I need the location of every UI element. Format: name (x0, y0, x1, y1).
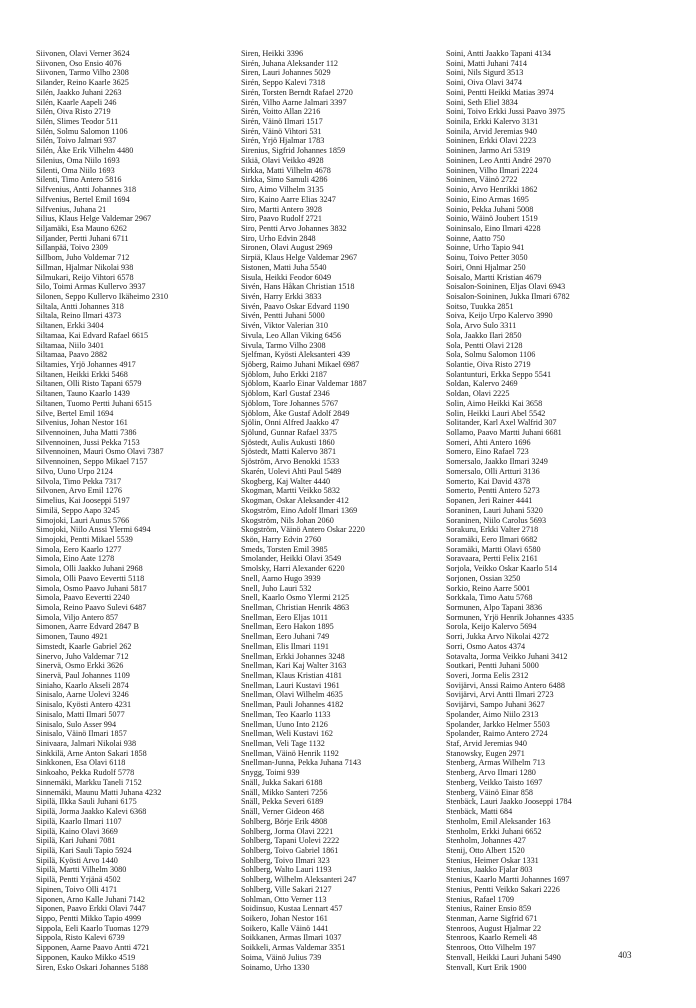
index-entry: Siltanen, Heikki Erkki 5468 (36, 369, 128, 379)
index-entry: Soinio, Eino Armas 1695 (446, 194, 529, 204)
index-entry: Siro, Urho Edvin 2848 (241, 233, 316, 243)
index-entry: Simonen, Tauno 4921 (36, 632, 108, 642)
index-entry: Sola, Jaakko Ilari 2850 (446, 330, 522, 340)
index-entry: Skön, Harry Edvin 2760 (241, 534, 322, 544)
index-entry: Soraninen, Lauri Juhani 5320 (446, 505, 543, 515)
column-2 (241, 49, 451, 972)
index-entry: Soininsalo, Eino Ilmari 4228 (446, 223, 541, 233)
index-entry: Simola, Olli Paavo Eevertti 5118 (36, 573, 145, 583)
index-entry: Sorkio, Reino Aarre 5001 (446, 583, 531, 593)
index-entry: Soraninen, Niilo Carolus 5693 (446, 515, 547, 525)
index-entry: Simojoki, Lauri Aunus 5766 (36, 515, 130, 525)
index-entry: Skogberg, Kaj Walter 4440 (241, 476, 331, 486)
index-entry: Sola, Solmu Salomon 1106 (446, 350, 536, 360)
index-entry: Snell, Kaarlo Osmo Ylermi 2125 (241, 593, 350, 603)
index-entry: Soinne, Urho Tapio 941 (446, 243, 525, 253)
index-entry: Sopanen, Jeri Rainer 4441 (446, 496, 533, 506)
index-entry: Soitso, Tuukka 2851 (446, 301, 514, 311)
index-entry: Soini, Pentti Heikki Matias 3974 (446, 87, 554, 97)
index-entry: Spolander, Raimo Antero 2724 (446, 729, 548, 739)
index-entry: Siren, Esko Oskari Johannes 5188 (36, 962, 149, 972)
index-entry: Stenberg, Väinö Einar 858 (446, 787, 534, 797)
index-entry: Sikiä, Olavi Veikko 4928 (241, 155, 324, 165)
index-entry: Silfvenius, Bertel Emil 1694 (36, 194, 130, 204)
index-entry: Soikero, Kalle Väinö 1441 (241, 923, 329, 933)
index-entry: Soramäki, Eero Ilmari 6682 (446, 534, 538, 544)
index-entry: Sippola, Eeli Kaarlo Tuomas 1279 (36, 923, 150, 933)
index-entry: Silvola, Timo Pekka 7317 (36, 476, 122, 486)
index-entry: Sinnemäki, Markku Taneli 7152 (36, 777, 142, 787)
index-entry: Stenbäck, Lauri Jaakko Jooseppi 1784 (446, 797, 572, 807)
index-entry: Sipilä, Ilkka Sauli Juhani 6175 (36, 797, 137, 807)
index-entry: Soldan, Olavi 2225 (446, 389, 510, 399)
index-entry: Sirén, Voitto Allan 2216 (241, 107, 321, 117)
index-entry: Sirén, Väinö Vihtori 531 (241, 126, 322, 136)
index-entry: Siro, Paavo Rudolf 2721 (241, 214, 322, 224)
index-entry: Sipilä, Martti Vilhelm 3080 (36, 865, 127, 875)
index-entry: Soiva, Keijo Urpo Kalervo 3990 (446, 311, 553, 321)
index-entry: Siljamäki, Esa Mauno 6262 (36, 223, 127, 233)
index-entry: Simojoki, Pentti Mikael 5539 (36, 534, 133, 544)
index-entry: Siponen, Arno Kalle Juhani 7142 (36, 894, 145, 904)
index-entry: Sivula, Tarmo Vilho 2308 (241, 340, 326, 350)
index-entry: Sivén, Harry Erkki 3833 (241, 291, 322, 301)
index-entry: Soininen, Väinö 2722 (446, 175, 518, 185)
index-entry: Soinio, Arvo Henrikki 1862 (446, 185, 538, 195)
index-entry: Snellman, Eero Hakon 1895 (241, 622, 334, 632)
index-entry: Soikkanen, Armas Ilmari 1037 (241, 933, 342, 943)
index-entry: Simola, Eero Kaarlo 1277 (36, 544, 122, 554)
index-entry: Stenbäck, Matti 684 (446, 807, 513, 817)
index-entry: Stenholm, Emil Aleksander 163 (446, 816, 551, 826)
index-entry: Soinio, Pekka Juhani 5008 (446, 204, 534, 214)
index-entry: Sohlberg, Ville Sakari 2127 (241, 884, 332, 894)
index-entry: Soldan, Kalervo 2469 (446, 379, 518, 389)
index-entry: Sola, Pentti Olavi 2128 (446, 340, 523, 350)
index-entry: Soinio, Wäinö Joubert 1519 (446, 214, 538, 224)
index-entry: Silvo, Uuno Urpo 2124 (36, 466, 113, 476)
index-entry: Snäll, Pekka Severi 6189 (241, 797, 324, 807)
index-entry: Siponen, Paavo Erkki Olavi 7447 (36, 904, 146, 914)
index-entry: Stenius, Kaarlo Martti Johannes 1697 (446, 875, 570, 885)
index-entry: Stenman, Aarne Sigfrid 671 (446, 913, 538, 923)
index-entry: Soveri, Jorma Eelis 2312 (446, 671, 529, 680)
index-entry: Sjöblom, Tore Johannes 5767 (241, 398, 339, 408)
page-number: 403 (618, 950, 632, 960)
index-entry: Sipilä, Kaino Olavi 3669 (36, 826, 118, 836)
index-entry: Snellman, Eero Juhani 749 (241, 632, 330, 642)
index-entry: Sovijärvi, Anssi Raimo Antero 6488 (446, 680, 565, 690)
index-entry: Sohlberg, Wilhelm Aleksanteri 247 (241, 875, 357, 885)
index-entry: Snellman, Uuno Into 2126 (241, 719, 328, 729)
index-entry: Sillanpää, Toivo 2309 (36, 243, 108, 253)
index-entry: Snell, Aarno Hugo 3939 (241, 573, 321, 583)
index-entry: Silvennoinen, Juha Matti 7386 (36, 428, 137, 438)
index-entry: Somero, Eino Rafael 723 (446, 447, 529, 457)
index-entry: Sipinen, Toivo Olli 4171 (36, 884, 118, 894)
column-3 (446, 49, 656, 972)
index-entry: Sollamo, Paavo Martti Juhani 6681 (446, 428, 562, 438)
index-entry: Sorjola, Veikko Oskar Kaarlo 514 (446, 564, 558, 574)
index-entry: Silvenius, Johan Nestor 161 (36, 418, 128, 428)
index-entry: Sinisalo, Kyösti Antero 4231 (36, 700, 132, 710)
index-entry: Siltamies, Yrjö Johannes 4917 (36, 360, 136, 369)
index-entry: Somersalo, Jaakko Ilmari 3249 (446, 457, 548, 467)
index-entry: Soinu, Toivo Petter 3050 (446, 253, 528, 263)
index-entry: Silmukari, Reijo Vihtori 6578 (36, 272, 134, 282)
index-entry: Skarén, Uolevi Ahti Paul 5489 (241, 466, 342, 476)
index-entry: Spolander, Jarkko Helmer 5503 (446, 719, 550, 729)
index-entry: Sipilä, Jorma Jaakko Kalevi 6368 (36, 807, 147, 817)
index-entry: Sohlberg, Toivo Gabriel 1861 (241, 845, 339, 855)
index-entry: Skogström, Eino Adolf Ilmari 1369 (241, 505, 358, 515)
column-1 (36, 49, 246, 972)
index-entry: Sivén, Viktor Valerian 310 (241, 321, 328, 331)
index-entry: Snellman, Kari Kaj Walter 3163 (241, 661, 347, 671)
index-entry: Solin, Aimo Heikki Kai 3658 (446, 398, 543, 408)
index-entry: Sohlberg, Jorma Olavi 2221 (241, 826, 334, 836)
index-entry: Sivula, Leo Allan Viking 6456 (241, 330, 342, 340)
index-entry: Stenius, Rainer Ensio 859 (446, 904, 532, 914)
index-entry: Stenholm, Erkki Juhani 6652 (446, 826, 542, 836)
index-entry: Siltamaa, Niilo 3401 (36, 340, 104, 350)
index-entry: Sinisalo, Aarne Uolevi 3246 (36, 690, 129, 700)
index-entry: Sorjonen, Ossian 3250 (446, 573, 521, 583)
index-entry: Snellman, Weli Kustavi 162 (241, 729, 333, 739)
index-entry: Solitander, Karl Axel Walfrid 307 (446, 418, 557, 428)
index-entry: Soikero, Johan Nestor 161 (241, 913, 328, 923)
index-entry: Siniaho, Kaarlo Akseli 2874 (36, 680, 129, 690)
index-entry: Skogström, Nils Johan 2060 (241, 515, 334, 525)
index-entry: Silonen, Seppo Kullervo Ikäheimo 2310 (36, 291, 169, 301)
index-entry: Sipilä, Kaarlo Ilmari 1107 (36, 816, 122, 826)
index-entry: Soini, Nils Sigurd 3513 (446, 68, 524, 78)
index-entry: Snellman, Väinö Henrik 1192 (241, 748, 339, 758)
index-entry: Snäll, Verner Gideon 468 (241, 807, 325, 817)
index-entry: Siren, Lauri Johannes 5029 (241, 68, 331, 78)
index-entry: Sjöberg, Raimo Juhani Mikael 6987 (241, 360, 360, 369)
index-entry: Sorakuru, Erkki Valter 2718 (446, 525, 539, 535)
index-entry: Sippola, Risto Kalevi 6739 (36, 933, 125, 943)
index-entry: Silén, Toivo Jalmari 937 (36, 136, 117, 146)
index-entry: Smolsky, Harri Alexander 6220 (241, 564, 345, 574)
index-entry: Siltanen, Tuomo Pertti Juhani 6515 (36, 398, 152, 408)
index-entry: Sinisalo, Sulo Asser 994 (36, 719, 117, 729)
index-entry: Sipponen, Aarne Paavo Antti 4721 (36, 943, 150, 953)
index-entry: Sipilä, Pentti Yrjänä 4502 (36, 875, 121, 885)
index-entry: Silius, Klaus Helge Valdemar 2967 (36, 214, 152, 224)
index-entry: Soutkari, Pentti Juhani 5000 (446, 661, 539, 671)
index-entry: Stenberg, Armas Wilhelm 713 (446, 758, 545, 768)
index-entry: Sirkka, Matti Vilhelm 4678 (241, 165, 331, 175)
index-entry: Sohlman, Otto Verner 113 (241, 894, 327, 904)
index-entry: Sohlberg, Walto Lauri 1193 (241, 865, 332, 875)
index-entry: Siro, Kaino Aarre Elias 3247 (241, 194, 336, 204)
index-entry: Soinne, Aatto 750 (446, 233, 505, 243)
index-entry: Stenij, Otto Albert 1520 (446, 845, 525, 855)
index-entry: Stenroos, Kaarlo Remeli 48 (446, 933, 537, 943)
index-entry: Siltala, Reino Ilmari 4373 (36, 311, 122, 321)
index-entry: Sjöblom, Åke Gustaf Adolf 2849 (241, 408, 350, 418)
index-entry: Simola, Osmo Paavo Juhani 5817 (36, 583, 147, 593)
index-entry: Sjöblom, Juho Erkki 2187 (241, 369, 327, 379)
index-entry: Sjöblom, Karl Gustaf 2346 (241, 389, 330, 399)
index-entry: Spolander, Aimo Niilo 2313 (446, 709, 539, 719)
index-entry: Sirén, Vilho Aarne Jalmari 3397 (241, 97, 347, 107)
index-entry: Soikkeli, Armas Valdemar 3351 (241, 943, 346, 953)
index-entry: Siljander, Pertti Juhani 6711 (36, 233, 129, 243)
index-entry: Sola, Arvo Sulo 3311 (446, 321, 517, 331)
index-entry: Silfvenius, Juhana 21 (36, 204, 107, 214)
index-entry: Sorri, Osmo Aatos 4374 (446, 641, 526, 651)
index-entry: Soini, Matti Juhani 7414 (446, 58, 527, 68)
index-entry: Silvonen, Arvo Emil 1276 (36, 486, 122, 496)
index-entry: Silo, Toimi Armas Kullervo 3937 (36, 282, 146, 292)
index-entry: Sirkka, Simo Samuli 4286 (241, 175, 328, 185)
index-entry: Simola, Eino Aate 1278 (36, 554, 115, 564)
index-entry: Soravaara, Pertti Felix 2161 (446, 554, 538, 564)
index-entry: Somerto, Pentti Antero 5273 (446, 486, 540, 496)
index-entry: Silenius, Oma Niilo 1693 (36, 155, 120, 165)
index-entry: Solantie, Oiva Risto 2719 (446, 360, 531, 369)
index-entry: Soisalo, Martti Kristian 4679 (446, 272, 542, 282)
index-entry: Snellman, Eero Eljas 1011 (241, 612, 329, 622)
index-entry: Soiri, Onni Hjalmar 250 (446, 262, 526, 272)
index-entry: Sipilä, Kari Sauli Tapio 5924 (36, 845, 132, 855)
index-entry: Soisalon-Soininen, Eljas Olavi 6943 (446, 282, 566, 292)
index-entry: Sjöström, Arvo Benokki 1533 (241, 457, 340, 467)
index-entry: Sotavalta, Jorma Veikko Juhani 3412 (446, 651, 568, 661)
index-entry: Stanowsky, Eugen 2971 (446, 748, 525, 758)
index-entry: Silvennoinen, Seppo Mikael 7157 (36, 457, 148, 467)
index-entry: Silenti, Oma Niilo 1693 (36, 165, 115, 175)
index-entry: Someri, Ahti Antero 1696 (446, 437, 531, 447)
index-entry: Snellman, Olavi Wilhelm 4635 (241, 690, 343, 700)
index-entry: Sipilä, Kyösti Arvo 1440 (36, 855, 118, 865)
index-entry: Snellman-Junna, Pekka Juhana 7143 (241, 758, 362, 768)
index-entry: Simonen, Aarre Edvard 2847 B (36, 622, 140, 632)
index-entry: Sivén, Paavo Oskar Edvard 1190 (241, 301, 350, 311)
index-entry: Simola, Reino Paavo Sulevi 6487 (36, 602, 147, 612)
index-entry: Solin, Heikki Lauri Abel 5542 (446, 408, 546, 418)
index-entry: Sirén, Seppo Kalevi 7318 (241, 78, 326, 88)
index-entry: Soini, Antti Jaakko Tapani 4134 (446, 49, 552, 58)
index-entry: Silve, Bertel Emil 1694 (36, 408, 114, 418)
index-entry: Sinervo, Juho Valdemar 712 (36, 651, 129, 661)
index-entry: Snäll, Jukka Sakari 6188 (241, 777, 323, 787)
index-entry: Silén, Oiva Risto 2719 (36, 107, 111, 117)
index-entry: Sjölin, Onni Alfred Jaakko 47 (241, 418, 340, 428)
index-entry: Sinisalo, Väinö Ilmari 1857 (36, 729, 127, 739)
index-entry: Sinkkonen, Esa Olavi 6118 (36, 758, 126, 768)
index-entry: Sorri, Jukka Arvo Nikolai 4272 (446, 632, 550, 642)
index-entry: Sjöblom, Kaarlo Einar Valdemar 1887 (241, 379, 367, 389)
index-entry: Sjöstedt, Matti Kalervo 3871 (241, 447, 337, 457)
index-entry: Simelius, Kai Jooseppi 5197 (36, 496, 130, 506)
index-entry: Silfvenius, Antti Johannes 318 (36, 185, 137, 195)
index-entry: Skogman, Martti Veikko 5832 (241, 486, 341, 496)
index-entry: Somersalo, Olli Artturi 3136 (446, 466, 540, 476)
index-entry: Sinervä, Paul Johannes 1109 (36, 671, 130, 680)
index-entry: Sisula, Heikki Feodor 6049 (241, 272, 332, 282)
index-entry: Simola, Viljo Antero 857 (36, 612, 119, 622)
index-entry: Soini, Toivo Erkki Jussi Paavo 3975 (446, 107, 565, 117)
index-entry: Stenvall, Heikki Lauri Juhani 5490 (446, 952, 561, 962)
index-entry: Sovijärvi, Sampo Juhani 3627 (446, 700, 545, 710)
index-entry: Siro, Martti Antero 3928 (241, 204, 322, 214)
index-entry: Soinila, Erkki Kalervo 3131 (446, 117, 539, 127)
index-entry: Sirenius, Sigfrid Johannes 1859 (241, 146, 346, 156)
index-entry: Sippo, Pentti Mikko Tapio 4999 (36, 913, 142, 923)
index-entry: Sinkkilä, Arne Anton Sakari 1858 (36, 748, 147, 758)
index-entry: Snäll, Mikko Santeri 7256 (241, 787, 328, 797)
index-entry: Sironen, Olavi August 2969 (241, 243, 333, 253)
index-entry: Stenvall, Kurt Erik 1900 (446, 962, 527, 972)
index-entry: Sirén, Väinö Ilmari 1517 (241, 117, 323, 127)
index-entry: Staf, Arvid Jeremias 940 (446, 739, 527, 749)
index-entry: Snellman, Pauli Johannes 4182 (241, 700, 344, 710)
index-entry: Stenroos, August Hjalmar 22 (446, 923, 542, 933)
index-entry: Silenti, Timo Antero 5816 (36, 175, 122, 185)
index-entry: Stenius, Rafael 1709 (446, 894, 514, 904)
index-entry: Sirén, Juhana Aleksander 112 (241, 58, 339, 68)
index-entry: Soima, Väinö Julius 739 (241, 952, 322, 962)
index-entry: Siltanen, Olli Risto Tapani 6579 (36, 379, 142, 389)
index-entry: Soramäki, Martti Olavi 6580 (446, 544, 541, 554)
index-entry: Sohlberg, Börje Erik 4808 (241, 816, 328, 826)
index-entry: Soininen, Erkki Olavi 2223 (446, 136, 537, 146)
index-entry: Silvennoinen, Jussi Pekka 7153 (36, 437, 140, 447)
index-entry: Snell, Juho Lauri 532 (241, 583, 312, 593)
index-entry: Sipilä, Kari Juhani 7081 (36, 836, 116, 846)
index-entry: Sinisalo, Matti Ilmari 5077 (36, 709, 125, 719)
index-entry: Silén, Jaakko Juhani 2263 (36, 87, 122, 97)
index-entry: Siivonen, Oso Ensio 4076 (36, 58, 122, 68)
index-entry: Sinkoaho, Pekka Rudolf 5778 (36, 768, 135, 778)
index-entry: Siltamaa, Kai Edvard Rafael 6615 (36, 330, 149, 340)
index-entry: Siltamaa, Paavo 2882 (36, 350, 108, 360)
index-entry: Snellman, Veli Tage 1132 (241, 739, 325, 749)
index-entry: Similä, Seppo Aapo 3245 (36, 505, 120, 515)
index-entry: Silvennoinen, Mauri Osmo Olavi 7387 (36, 447, 164, 457)
index-entry: Sorola, Keijo Kalervo 5694 (446, 622, 537, 632)
index-entry: Sirén, Yrjö Hjalmar 1783 (241, 136, 325, 146)
index-entry: Somerto, Kai David 4378 (446, 476, 531, 486)
index-entry: Silén, Åke Erik Vilhelm 4480 (36, 146, 134, 156)
index-entry: Sillbom, Juho Voldemar 712 (36, 253, 130, 263)
index-entry: Sjölund, Gunnar Rafael 3375 (241, 428, 337, 438)
index-entry: Simola, Olli Jaakko Juhani 2968 (36, 564, 143, 574)
index-entry: Siren, Heikki 3396 (241, 49, 304, 58)
index-entry: Snellman, Klaus Kristian 4181 (241, 671, 342, 680)
index-entry: Soininen, Vilho Ilmari 2224 (446, 165, 538, 175)
index-entry: Soini, Seth Eliel 3834 (446, 97, 518, 107)
index-entry: Snellman, Erkki Johannes 3248 (241, 651, 345, 661)
index-entry: Skogman, Oskar Aleksander 412 (241, 496, 349, 506)
index-entry: Soini, Oiva Olavi 3474 (446, 78, 522, 88)
index-entry: Sivén, Pentti Juhani 5000 (241, 311, 325, 321)
index-entry: Snellman, Lauri Kustavi 1961 (241, 680, 340, 690)
index-entry: Smeds, Torsten Emil 3985 (241, 544, 328, 554)
index-entry: Snygg, Toimi 939 (241, 768, 300, 778)
index-entry: Sjöstedt, Aulis Aukusti 1860 (241, 437, 335, 447)
index-entry: Sovijärvi, Arvi Antti Ilmari 2723 (446, 690, 554, 700)
index-entry: Snellman, Elis Ilmari 1191 (241, 641, 329, 651)
index-entry: Silén, Kaarle Aapeli 246 (36, 97, 117, 107)
index-entry: Sinivaara, Jalmari Nikolai 938 (36, 739, 137, 749)
index-entry: Siro, Pentti Arvo Johannes 3832 (241, 223, 347, 233)
index-entry: Sormunen, Yrjö Henrik Johannes 4335 (446, 612, 574, 622)
index-entry: Soinila, Arvid Jeremias 940 (446, 126, 537, 136)
index-entry: Sistonen, Matti Juha 5540 (241, 262, 327, 272)
index-entry: Smolander, Heikki Olavi 3549 (241, 554, 342, 564)
index-entry: Siltanen, Erkki 3404 (36, 321, 104, 331)
index-entry: Stenholm, Johannes 427 (446, 836, 526, 846)
index-entry: Snellman, Teo Kaarlo 1133 (241, 709, 331, 719)
index-entry: Siro, Aimo Vilhelm 3135 (241, 185, 324, 195)
index-entry: Stenroos, Otto Vilhelm 197 (446, 943, 536, 953)
index-entry: Stenius, Jaakko Fjalar 803 (446, 865, 533, 875)
index-entry: Sipponen, Kauko Mikko 4519 (36, 952, 136, 962)
index-entry: Sirén, Torsten Berndt Rafael 2720 (241, 87, 353, 97)
index-entry: Solantunturi, Erkka Seppo 5541 (446, 369, 552, 379)
index-entry: Siivonen, Olavi Verner 3624 (36, 49, 130, 58)
index-entry: Siltala, Antti Johannes 318 (36, 301, 124, 311)
index-entry: Silén, Solmu Salomon 1106 (36, 126, 128, 136)
index-entry: Stenberg, Arvo Ilmari 1280 (446, 768, 536, 778)
index-entry: Simola, Paavo Eevertti 2240 (36, 593, 130, 603)
index-entry: Soininen, Leo Antti André 2970 (446, 155, 551, 165)
index-entry: Sivén, Hans Håkan Christian 1518 (241, 282, 355, 292)
index-entry: Stenius, Pentti Veikko Sakari 2226 (446, 884, 560, 894)
index-entry: Soinamo, Urho 1330 (241, 962, 310, 972)
index-entry: Siltanen, Tauno Kaarlo 1439 (36, 389, 130, 399)
index-entry: Snellman, Christian Henrik 4863 (241, 602, 350, 612)
index-entry: Soininen, Jarmo Ari 5319 (446, 146, 531, 156)
index-entry: Sjelfman, Kyösti Aleksanteri 439 (241, 350, 351, 360)
index-entry: Sirpiä, Klaus Helge Valdemar 2967 (241, 253, 358, 263)
index-entry: Sinnemäki, Maunu Matti Juhana 4232 (36, 787, 162, 797)
index-entry: Stenius, Heimer Oskar 1331 (446, 855, 539, 865)
index-entry: Sormunen, Alpo Tapani 3836 (446, 602, 543, 612)
index-entry: Soisalon-Soininen, Jukka Ilmari 6782 (446, 291, 570, 301)
index-entry: Soidinsuo, Kustaa Lennart 457 (241, 904, 343, 914)
index-entry: Sohlberg, Tapani Uolevi 2222 (241, 836, 340, 846)
index-entry: Simojoki, Niilo Anssi Ylermi 6494 (36, 525, 151, 535)
index-entry: Sohlberg, Toivo Ilmari 323 (241, 855, 330, 865)
index-entry: Simstedt, Kaarle Gabriel 262 (36, 641, 132, 651)
index-entry: Stenberg, Veikko Taisto 1697 (446, 777, 543, 787)
index-entry: Sorkkala, Timo Aatu 5768 (446, 593, 533, 603)
index-entry: Sinervä, Osmo Erkki 3626 (36, 661, 124, 671)
index-entry: Skogström, Väinö Antero Oskar 2220 (241, 525, 365, 535)
index-entry: Silén, Slimes Teodor 511 (36, 117, 119, 127)
index-entry: Siivonen, Tarmo Vilho 2308 (36, 68, 129, 78)
index-entry: Silander, Reino Kaarle 3625 (36, 78, 129, 88)
index-entry: Sillman, Hjalmar Nikolai 938 (36, 262, 134, 272)
